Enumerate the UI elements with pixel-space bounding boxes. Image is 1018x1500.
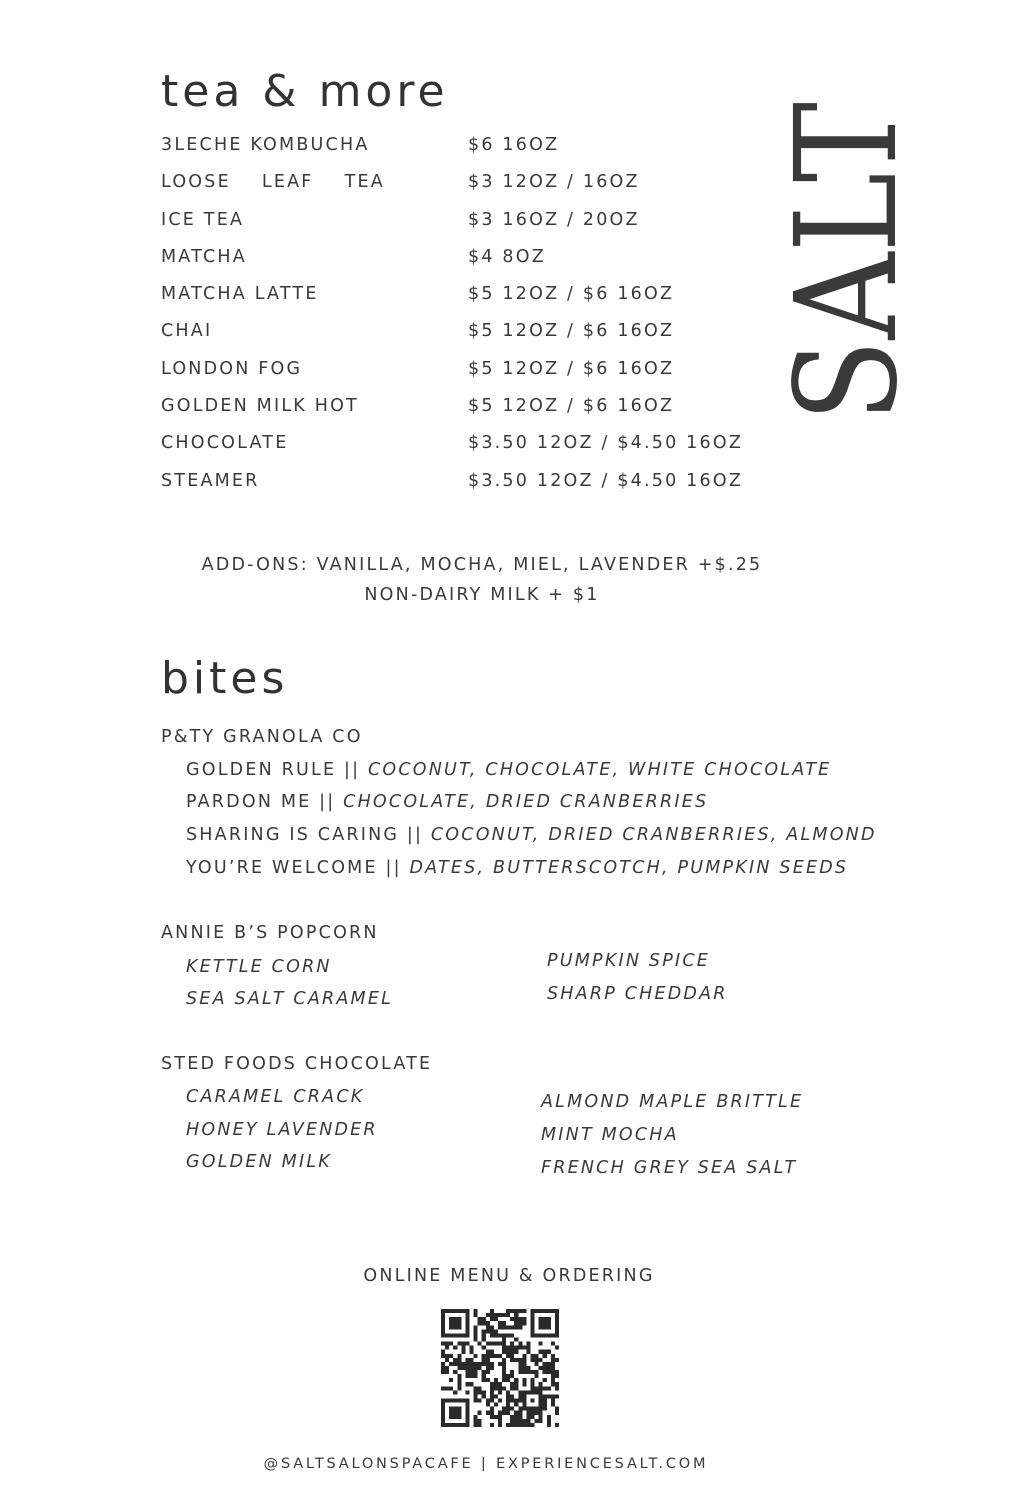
- menu-item: [161, 135, 781, 172]
- salt-brand-wordmark: SALT: [766, 50, 929, 422]
- menu-item: [161, 210, 781, 247]
- tea-section-title: tea & more: [161, 66, 449, 117]
- tea-menu-list: [161, 135, 781, 508]
- menu-item-price: $3.50 12OZ / $4.50 16OZ: [468, 433, 744, 454]
- menu-item: [161, 433, 781, 470]
- menu-item: [161, 247, 781, 284]
- menu-item: [161, 471, 781, 508]
- menu-item-price: $5 12OZ / $6 16OZ: [468, 284, 675, 305]
- menu-item-name: CHOCOLATE: [161, 433, 289, 454]
- menu-item: [161, 284, 781, 321]
- granola-vendor-name: P&TY GRANOLA CO: [161, 727, 363, 747]
- menu-item-name: STEAMER: [161, 470, 260, 491]
- menu-item: [161, 172, 781, 209]
- online-ordering-label: ONLINE MENU & ORDERING: [363, 1266, 655, 1286]
- menu-item-price: $5 12OZ / $6 16OZ: [468, 321, 675, 342]
- menu-item-name: ICE TEA: [161, 209, 245, 230]
- menu-item-name: GOLDEN MILK HOT: [161, 396, 359, 417]
- menu-item-name: 3LECHE KOMBUCHA: [161, 135, 370, 155]
- flavor-description: DATES, BUTTERSCOTCH, PUMPKIN SEEDS: [409, 858, 849, 878]
- popcorn-flavor: KETTLE CORN: [186, 957, 332, 977]
- chocolate-flavor: ALMOND MAPLE BRITTLE: [541, 1092, 804, 1112]
- popcorn-flavor: PUMPKIN SPICE: [547, 951, 711, 971]
- menu-item-price: $3.50 12OZ / $4.50 16OZ: [468, 470, 744, 491]
- menu-item-name: LOOSE LEAF TEA: [161, 172, 385, 193]
- flavor-name: SHARING IS CARING ||: [186, 825, 431, 845]
- flavor-description: CHOCOLATE, DRIED CRANBERRIES: [343, 792, 709, 812]
- popcorn-vendor-name: ANNIE B’S POPCORN: [161, 923, 379, 943]
- menu-item-name: MATCHA LATTE: [161, 284, 319, 305]
- popcorn-flavor: SEA SALT CARAMEL: [186, 989, 394, 1009]
- menu-item-name: MATCHA: [161, 246, 247, 267]
- flavor-name: YOU’RE WELCOME ||: [186, 858, 410, 878]
- menu-item: [161, 321, 781, 358]
- menu-item-price: $3 16OZ / 20OZ: [468, 209, 640, 230]
- granola-flavor: [186, 792, 708, 812]
- menu-item: [161, 396, 781, 433]
- chocolate-vendor-name: STED FOODS CHOCOLATE: [161, 1054, 433, 1074]
- granola-flavor: [186, 825, 877, 845]
- chocolate-flavor: MINT MOCHA: [541, 1125, 679, 1145]
- bites-section-title: bites: [161, 653, 289, 704]
- addons-line: ADD-ONS: VANILLA, MOCHA, MIEL, LAVENDER +$.25: [201, 555, 763, 575]
- menu-item-price: $5 12OZ / $6 16OZ: [468, 396, 675, 417]
- flavor-description: COCONUT, CHOCOLATE, WHITE CHOCOLATE: [367, 760, 832, 780]
- chocolate-flavor: CARAMEL CRACK: [186, 1087, 365, 1107]
- menu-item-price: $4 8OZ: [468, 246, 546, 267]
- chocolate-flavor: GOLDEN MILK: [186, 1152, 332, 1172]
- menu-item-name: LONDON FOG: [161, 358, 303, 379]
- flavor-description: COCONUT, DRIED CRANBERRIES, ALMOND: [430, 825, 877, 845]
- flavor-name: GOLDEN RULE ||: [186, 760, 368, 780]
- menu-item-price: $5 12OZ / $6 16OZ: [468, 358, 675, 379]
- menu-item-price: $3 12OZ / 16OZ: [468, 172, 640, 193]
- chocolate-flavor: HONEY LAVENDER: [186, 1120, 378, 1140]
- menu-item-price: $6 16OZ: [468, 135, 560, 155]
- menu-item: [161, 359, 781, 396]
- menu-item-name: CHAI: [161, 321, 213, 342]
- popcorn-flavor: SHARP CHEDDAR: [547, 984, 728, 1004]
- granola-flavor: [186, 858, 848, 878]
- granola-flavor: [186, 760, 831, 780]
- non-dairy-line: NON-DAIRY MILK + $1: [364, 585, 600, 605]
- flavor-name: PARDON ME ||: [186, 792, 344, 812]
- salt-brand-logo: [766, 50, 929, 422]
- chocolate-flavor: FRENCH GREY SEA SALT: [541, 1158, 798, 1178]
- footer-contact: @SALTSALONSPACAFE | EXPERIENCESALT.COM: [263, 1456, 709, 1472]
- qr-code[interactable]: [441, 1309, 559, 1427]
